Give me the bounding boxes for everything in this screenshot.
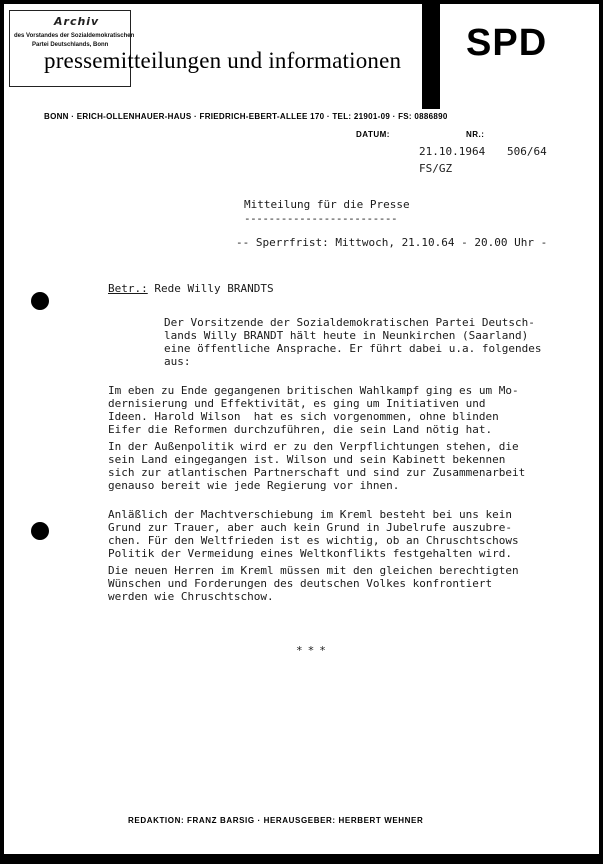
document-page (4, 4, 599, 854)
paragraph-neue-herren: Die neuen Herren im Kreml müssen mit den gleichen berechtigten Wünschen und Forderungen des deutschen Volkes konfrontiert werden wie Chruschtschow. (108, 564, 519, 603)
subject-label: Betr.: (108, 282, 148, 295)
footer-credits: REDAKTION: FRANZ BARSIG · HERAUSGEBER: HERBERT WEHNER (128, 816, 424, 825)
paragraph-wahlkampf: Im eben zu Ende gegangenen britischen Wahlkampf ging es um Mo- dernisierung und Effektivität, es ging um Initiativen und Ideen. Harold Wilson hat es sich vorgenommen, ohne blinden Eifer die Reformen durchzuführen, die sein Land nötig hat. (108, 384, 519, 436)
paragraph-aussenpolitik: In der Außenpolitik wird er zu den Verpflichtungen stehen, die sein Land eingegangen ist. Wilson und sein Kabinett bekennen sich zur atlantischen Partnerschaft und sind zur Zusammenarbeit genauso bereit wie jede Regierung vor ihnen. (108, 440, 526, 492)
masthead-black-bar (422, 4, 440, 109)
subject-text: Rede Willy BRANDTS (154, 282, 274, 295)
paragraph-intro: Der Vorsitzende der Sozialdemokratischen Partei Deutsch- lands Willy BRANDT hält heute in Neunkirchen (Saarland) eine öffentliche Ansprache. Er führt dabei u.a. folgendes aus: (164, 316, 542, 368)
notice-underline: ------------------------- (244, 212, 398, 225)
masthead-title: pressemitteilungen und informationen (44, 48, 402, 73)
paragraph-kreml: Anläßlich der Machtverschiebung im Kreml besteht bei uns kein Grund zur Trauer, aber auch kein Grund in Jubelrufe auszubre- chen. Für den Weltfrieden ist es wichtig, ob an Chruschtschows Politik der Vermeidung eines Weltkonflikts festgehalten wird. (108, 508, 519, 560)
reference-code: FS/GZ (419, 162, 453, 175)
address-line: BONN · ERICH-OLLENHAUER-HAUS · FRIEDRICH-EBERT-ALLEE 170 · TEL: 21901-09 · FS: 0886890 (44, 112, 448, 121)
stamp-line-1: des Vorstandes der Sozialdemokratischen (14, 33, 135, 39)
stamp-title: Archiv (54, 15, 100, 28)
spd-logo: SPD (466, 22, 548, 64)
stamp-line-2: Partei Deutschlands, Bonn (32, 42, 109, 48)
datum-value: 21.10.1964 (419, 145, 486, 158)
nr-label: NR.: (466, 130, 485, 139)
datum-label: DATUM: (356, 130, 390, 139)
punch-hole-bottom (31, 522, 49, 540)
punch-hole-top (31, 292, 49, 310)
nr-value: 506/64 (507, 145, 547, 158)
notice-title: Mitteilung für die Presse (244, 198, 410, 211)
section-separator: *** (296, 644, 331, 657)
embargo-line: -- Sperrfrist: Mittwoch, 21.10.64 - 20.00 Uhr - (236, 236, 548, 249)
subject-line (108, 282, 274, 295)
